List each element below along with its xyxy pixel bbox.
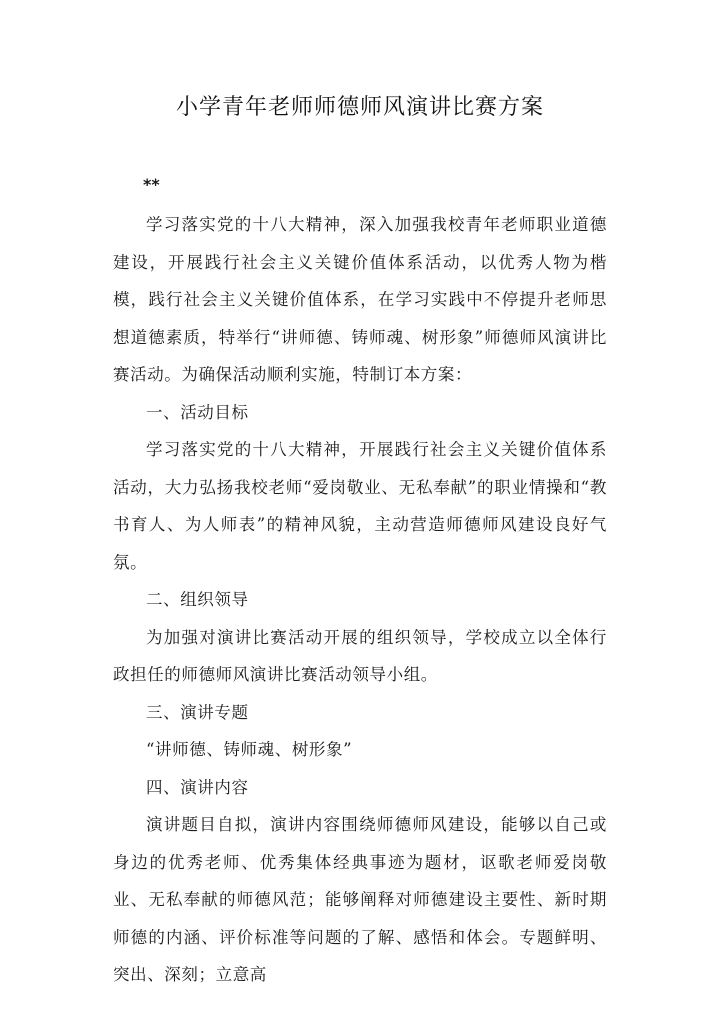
section-heading-content: 四、演讲内容 bbox=[146, 777, 249, 797]
leadership-paragraph: 为加强对演讲比赛活动开展的组织领导，学校成立以全体行政担任的师德师风演讲比赛活动领导小组。 bbox=[113, 627, 607, 684]
goals-paragraph: 学习落实党的十八大精神，开展践行社会主义关键价值体系活动，大力弘扬我校老师“爱岗敬业、无私奉献”的职业情操和“教书育人、为人师表”的精神风貌，主动营造师德师风建设良好气氛。 bbox=[113, 440, 607, 572]
content-paragraph: 演讲题目自拟，演讲内容围绕师德师风建设，能够以自己或身边的优秀老师、优秀集体经典事迹为题材，讴歌老师爱岗敬业、无私奉献的师德风范；能够阐释对师德建设主要性、新时期师德的内涵、评价标准等问题的了解、感悟和体会。专题鲜明、突出、深刻；立意高 bbox=[113, 815, 607, 984]
intro-paragraph: 学习落实党的十八大精神，深入加强我校青年老师职业道德建设，开展践行社会主义关键价值体系活动，以优秀人物为楷模，践行社会主义关键价值体系，在学习实践中不停提升老师思想道德素质，特举行“讲师德、铸师魂、树形象”师德师风演讲比赛活动。为确保活动顺利实施，特制订本方案： bbox=[113, 215, 607, 384]
section-heading-leadership: 二、组织领导 bbox=[146, 590, 249, 609]
topic-slogan: “讲师德、铸师魂、树形象” bbox=[146, 740, 353, 759]
section-heading-goals: 一、活动目标 bbox=[146, 402, 249, 422]
author-marker: ** bbox=[143, 175, 160, 194]
section-heading-topic: 三、演讲专题 bbox=[146, 702, 249, 722]
document-body bbox=[113, 170, 607, 994]
document-title: 小学青年老师师德师风演讲比赛方案 bbox=[175, 95, 544, 120]
